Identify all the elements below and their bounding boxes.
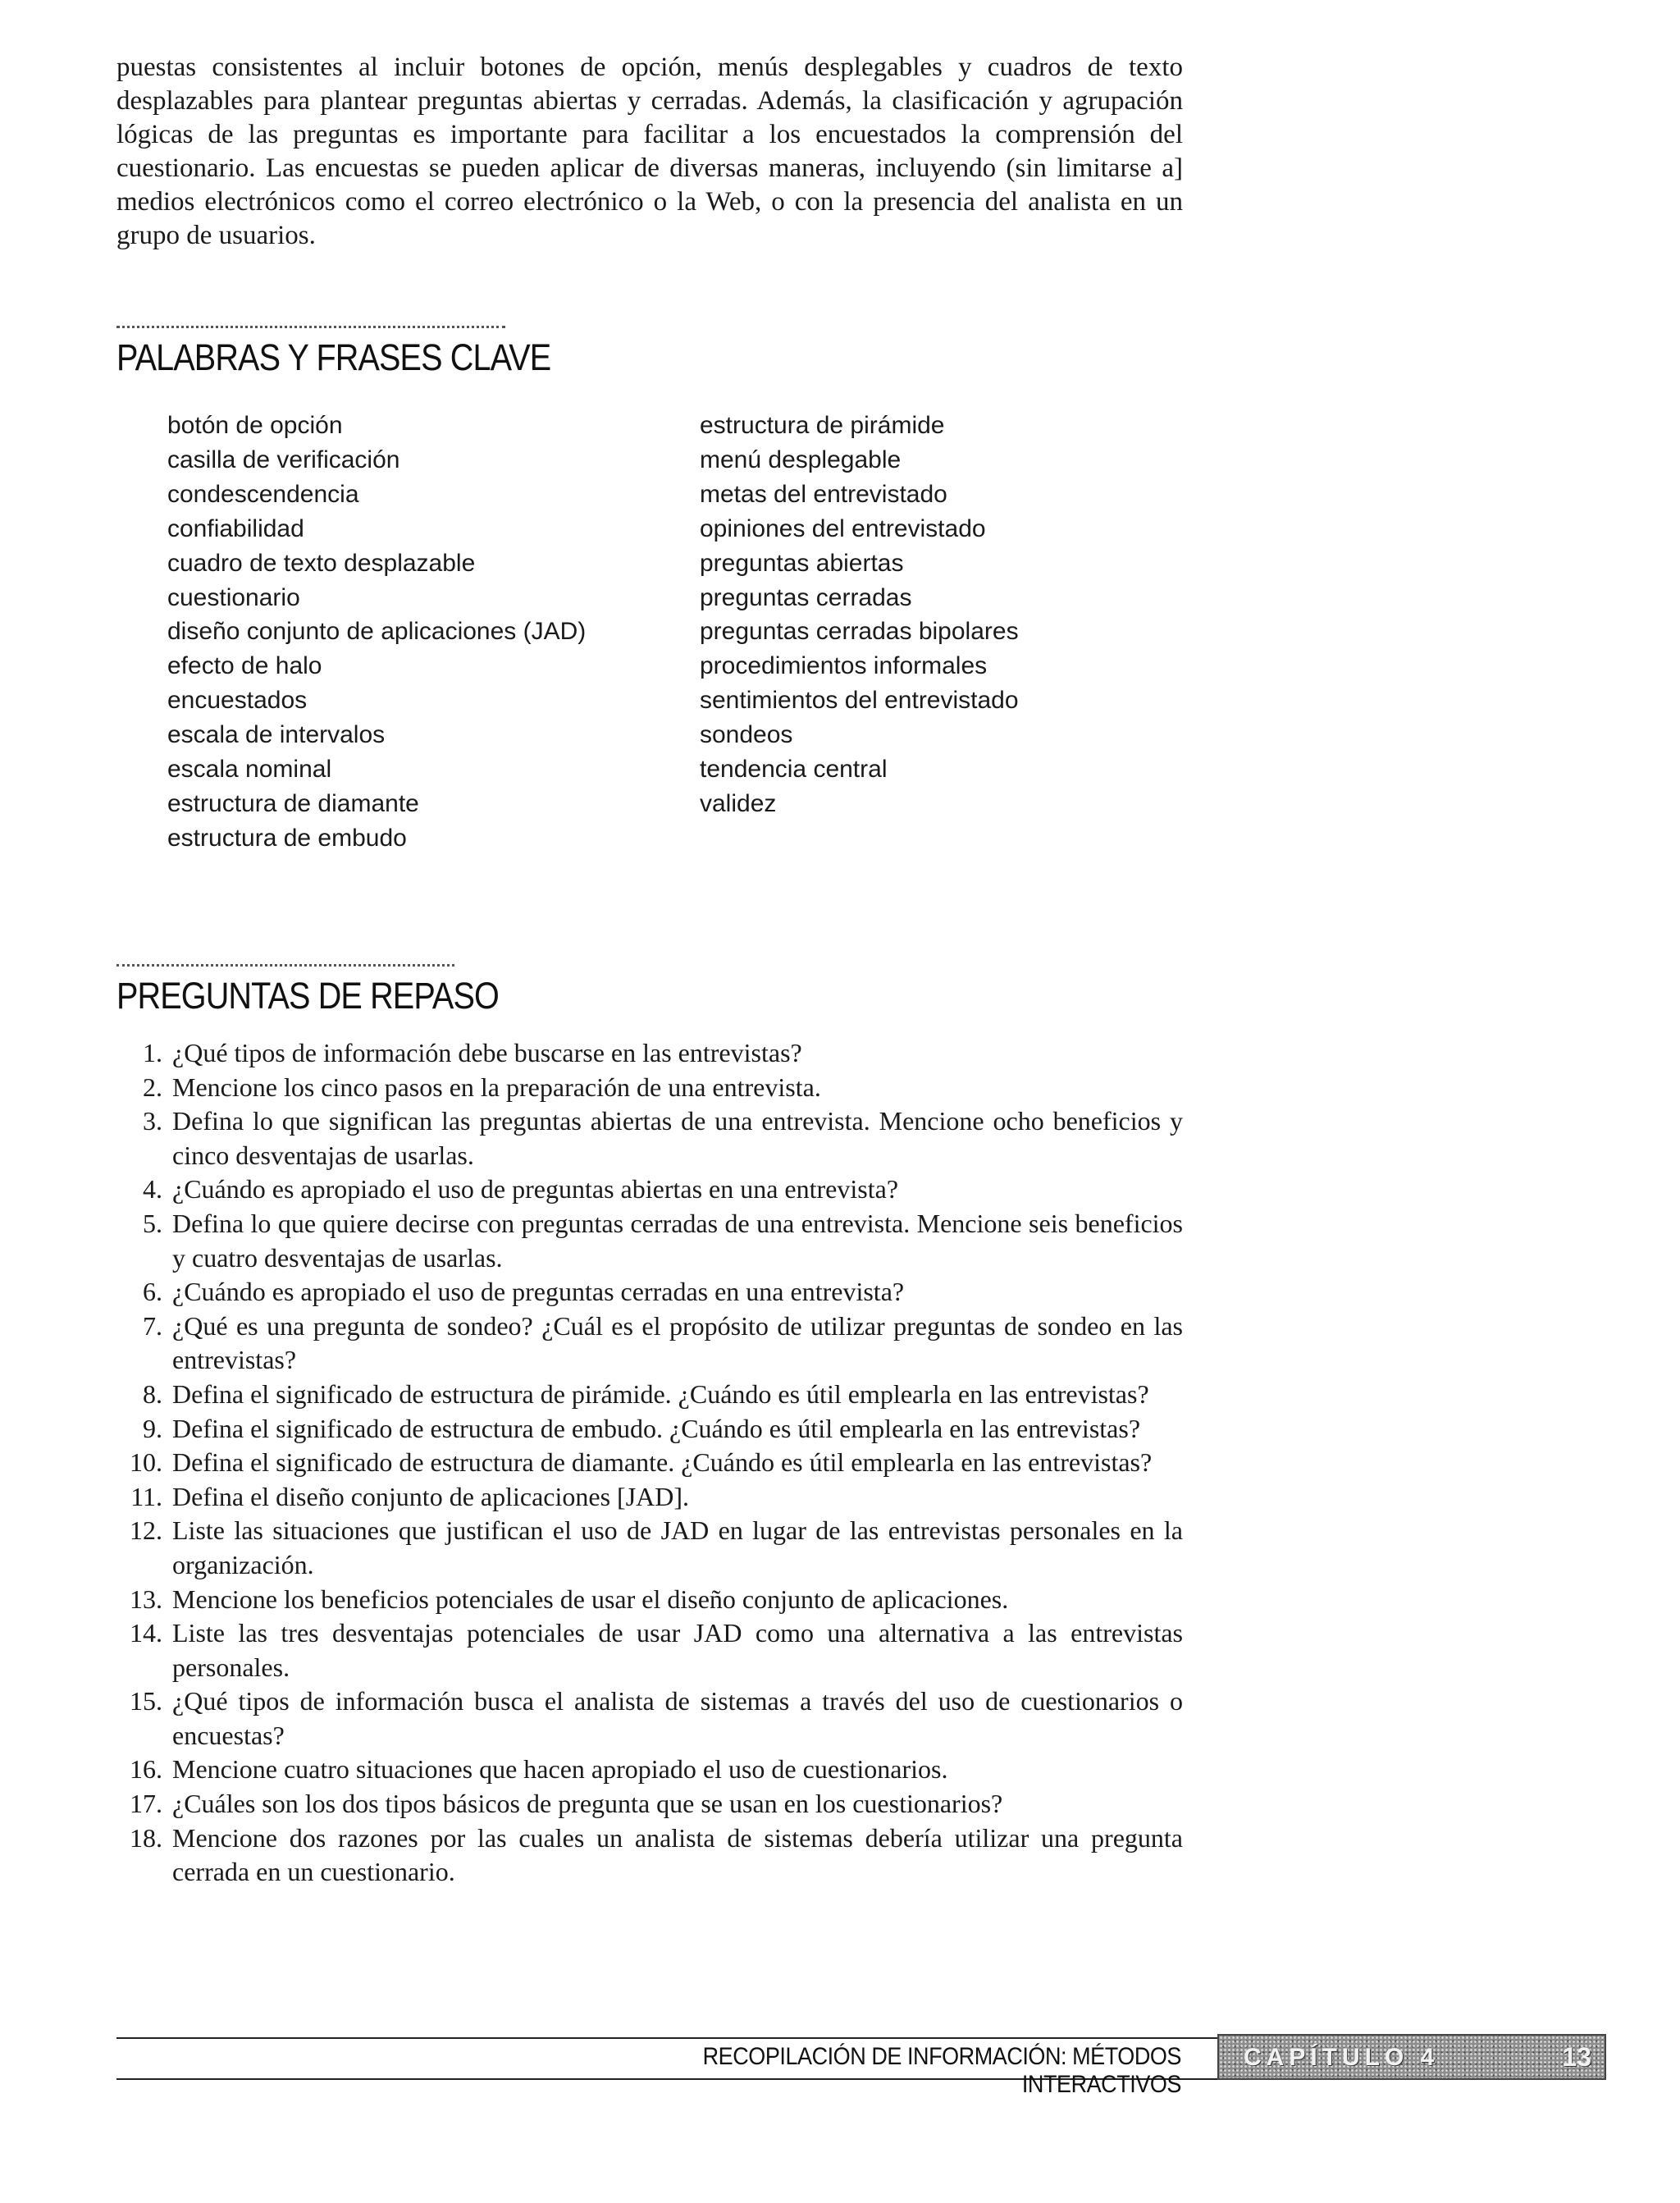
keyword-item: confiabilidad <box>167 514 304 542</box>
review-question <box>116 1071 1183 1105</box>
keyword-item: casilla de verificación <box>167 446 400 473</box>
review-questions-heading: PREGUNTAS DE REPASO <box>116 975 499 1017</box>
review-question <box>116 1036 1183 1071</box>
keyword-item: validez <box>700 789 777 817</box>
question-number: 18. <box>130 1822 162 1853</box>
keyword-item: preguntas cerradas <box>700 583 912 611</box>
keywords-heading: PALABRAS Y FRASES CLAVE <box>116 336 551 378</box>
review-question <box>116 1172 1183 1207</box>
question-number: 15. <box>130 1686 162 1716</box>
question-text: Mencione dos razones por las cuales un analista de sistemas debería utilizar una pregunta cerrada en un cuestionario. <box>172 1822 1183 1887</box>
question-text: ¿Cuándo es apropiado el uso de preguntas cerradas en una entrevista? <box>172 1277 905 1307</box>
review-question <box>116 1412 1183 1447</box>
review-question <box>116 1787 1183 1821</box>
review-question <box>116 1514 1183 1582</box>
keyword-item: diseño conjunto de aplicaciones (JAD) <box>167 618 587 646</box>
keyword-item: cuadro de texto desplazable <box>167 549 476 577</box>
review-question <box>116 1446 1183 1480</box>
question-number: 8. <box>143 1378 162 1409</box>
question-number: 10. <box>130 1447 162 1478</box>
question-number: 1. <box>143 1038 162 1067</box>
section-divider <box>116 964 454 967</box>
keyword-item: botón de opción <box>167 412 343 439</box>
question-text: Mencione los beneficios potenciales de usar el diseño conjunto de aplicaciones. <box>172 1584 1009 1614</box>
page-number: 13 <box>1562 2042 1591 2072</box>
keyword-item: estructura de diamante <box>167 789 419 817</box>
question-text: Defina lo que significan las preguntas abiertas de una entrevista. Mencione ocho beneficios y cinco desventajas de usarlas. <box>172 1106 1183 1170</box>
question-number: 17. <box>130 1789 162 1819</box>
question-number: 7. <box>143 1310 162 1341</box>
running-title: RECOPILACIÓN DE INFORMACIÓN: MÉTODOS INTERACTIVOS <box>702 2043 1181 2098</box>
review-question <box>116 1753 1183 1787</box>
review-question <box>116 1583 1183 1617</box>
question-number: 6. <box>143 1277 162 1307</box>
keyword-item: efecto de halo <box>167 652 322 680</box>
question-text: Defina lo que quiere decirse con preguntas cerradas de una entrevista. Mencione seis beneficios y cuatro desventajas de usarlas. <box>172 1208 1183 1273</box>
question-text: Defina el diseño conjunto de aplicaciones [JAD]. <box>172 1481 690 1511</box>
question-text: Liste las tres desventajas potenciales de usar JAD como una alternativa a las entrevistas personales. <box>172 1618 1183 1682</box>
question-text: ¿Cuándo es apropiado el uso de preguntas abiertas en una entrevista? <box>172 1174 899 1204</box>
footer-rule <box>116 2037 1224 2039</box>
question-number: 4. <box>143 1174 162 1204</box>
question-text: Defina el significado de estructura de embudo. ¿Cuándo es útil emplearla en las entrevistas? <box>172 1413 1141 1443</box>
review-question <box>116 1480 1183 1515</box>
chapter-tab <box>1217 2034 1606 2080</box>
question-text: ¿Cuáles son los dos tipos básicos de pregunta que se usan en los cuestionarios? <box>172 1789 1003 1819</box>
keyword-item: escala nominal <box>167 756 332 784</box>
question-number: 2. <box>143 1072 162 1102</box>
question-number: 13. <box>130 1584 162 1614</box>
question-text: Mencione los cinco pasos en la preparación de una entrevista. <box>172 1072 821 1102</box>
review-question <box>116 1275 1183 1309</box>
keyword-item: sondeos <box>700 721 793 749</box>
keyword-item: encuestados <box>167 687 308 715</box>
review-question <box>116 1684 1183 1753</box>
review-question <box>116 1309 1183 1378</box>
intro-paragraph: puestas consistentes al incluir botones de opción, menús desplegables y cuadros de texto desplazables para plantear preguntas abiertas y cerradas. Además, la clasificación y agrupación lógicas de las preguntas es importante para facilitar a los encuestados la comprensión del cuestionario. Las encuestas se pueden aplicar de diversas maneras, incluyendo (sin limitarse a] medios electrónicos como el correo electrónico o la Web, o con la presencia del analista en un grupo de usuarios. <box>116 53 1183 250</box>
question-text: Liste las situaciones que justifican el uso de JAD en lugar de las entrevistas personales en la organización. <box>172 1515 1183 1579</box>
question-number: 11. <box>130 1481 162 1511</box>
review-question-list <box>116 1036 1183 1890</box>
review-question <box>116 1378 1183 1412</box>
review-question <box>116 1104 1183 1172</box>
keyword-item: sentimientos del entrevistado <box>700 687 1019 715</box>
keyword-list-right <box>700 409 1019 821</box>
keyword-item: menú desplegable <box>700 446 902 473</box>
question-text: ¿Qué tipos de información busca el analista de sistemas a través del uso de cuestionarios o encuestas? <box>172 1686 1183 1750</box>
question-number: 5. <box>143 1208 162 1238</box>
keyword-item: preguntas abiertas <box>700 549 904 577</box>
question-number: 12. <box>130 1515 162 1546</box>
keyword-item: cuestionario <box>167 583 300 611</box>
question-number: 14. <box>130 1618 162 1648</box>
keyword-item: estructura de pirámide <box>700 412 945 439</box>
review-question <box>116 1821 1183 1890</box>
question-number: 9. <box>143 1413 162 1443</box>
question-text: ¿Qué es una pregunta de sondeo? ¿Cuál es el propósito de utilizar preguntas de sondeo en las entrevistas? <box>172 1310 1183 1375</box>
section-divider <box>116 326 505 328</box>
question-text: Defina el significado de estructura de pirámide. ¿Cuándo es útil emplearla en las entrevistas? <box>172 1378 1149 1409</box>
keyword-item: preguntas cerradas bipolares <box>700 618 1019 646</box>
keyword-item: condescendencia <box>167 480 359 508</box>
question-text: Mencione cuatro situaciones que hacen apropiado el uso de cuestionarios. <box>172 1754 948 1785</box>
chapter-label: CAPÍTULO 4 <box>1244 2044 1440 2071</box>
keyword-item: procedimientos informales <box>700 652 988 680</box>
question-text: ¿Qué tipos de información debe buscarse en las entrevistas? <box>172 1038 802 1067</box>
question-number: 16. <box>130 1754 162 1785</box>
keyword-list-left <box>167 409 586 856</box>
keyword-item: escala de intervalos <box>167 721 386 749</box>
question-number: 3. <box>143 1106 162 1136</box>
keyword-item: metas del entrevistado <box>700 480 947 508</box>
keyword-item: estructura de embudo <box>167 824 407 852</box>
keyword-item: tendencia central <box>700 756 888 784</box>
review-question <box>116 1616 1183 1684</box>
keyword-item: opiniones del entrevistado <box>700 514 986 542</box>
question-text: Defina el significado de estructura de diamante. ¿Cuándo es útil emplearla en las entrevistas? <box>172 1447 1153 1478</box>
review-question <box>116 1207 1183 1275</box>
